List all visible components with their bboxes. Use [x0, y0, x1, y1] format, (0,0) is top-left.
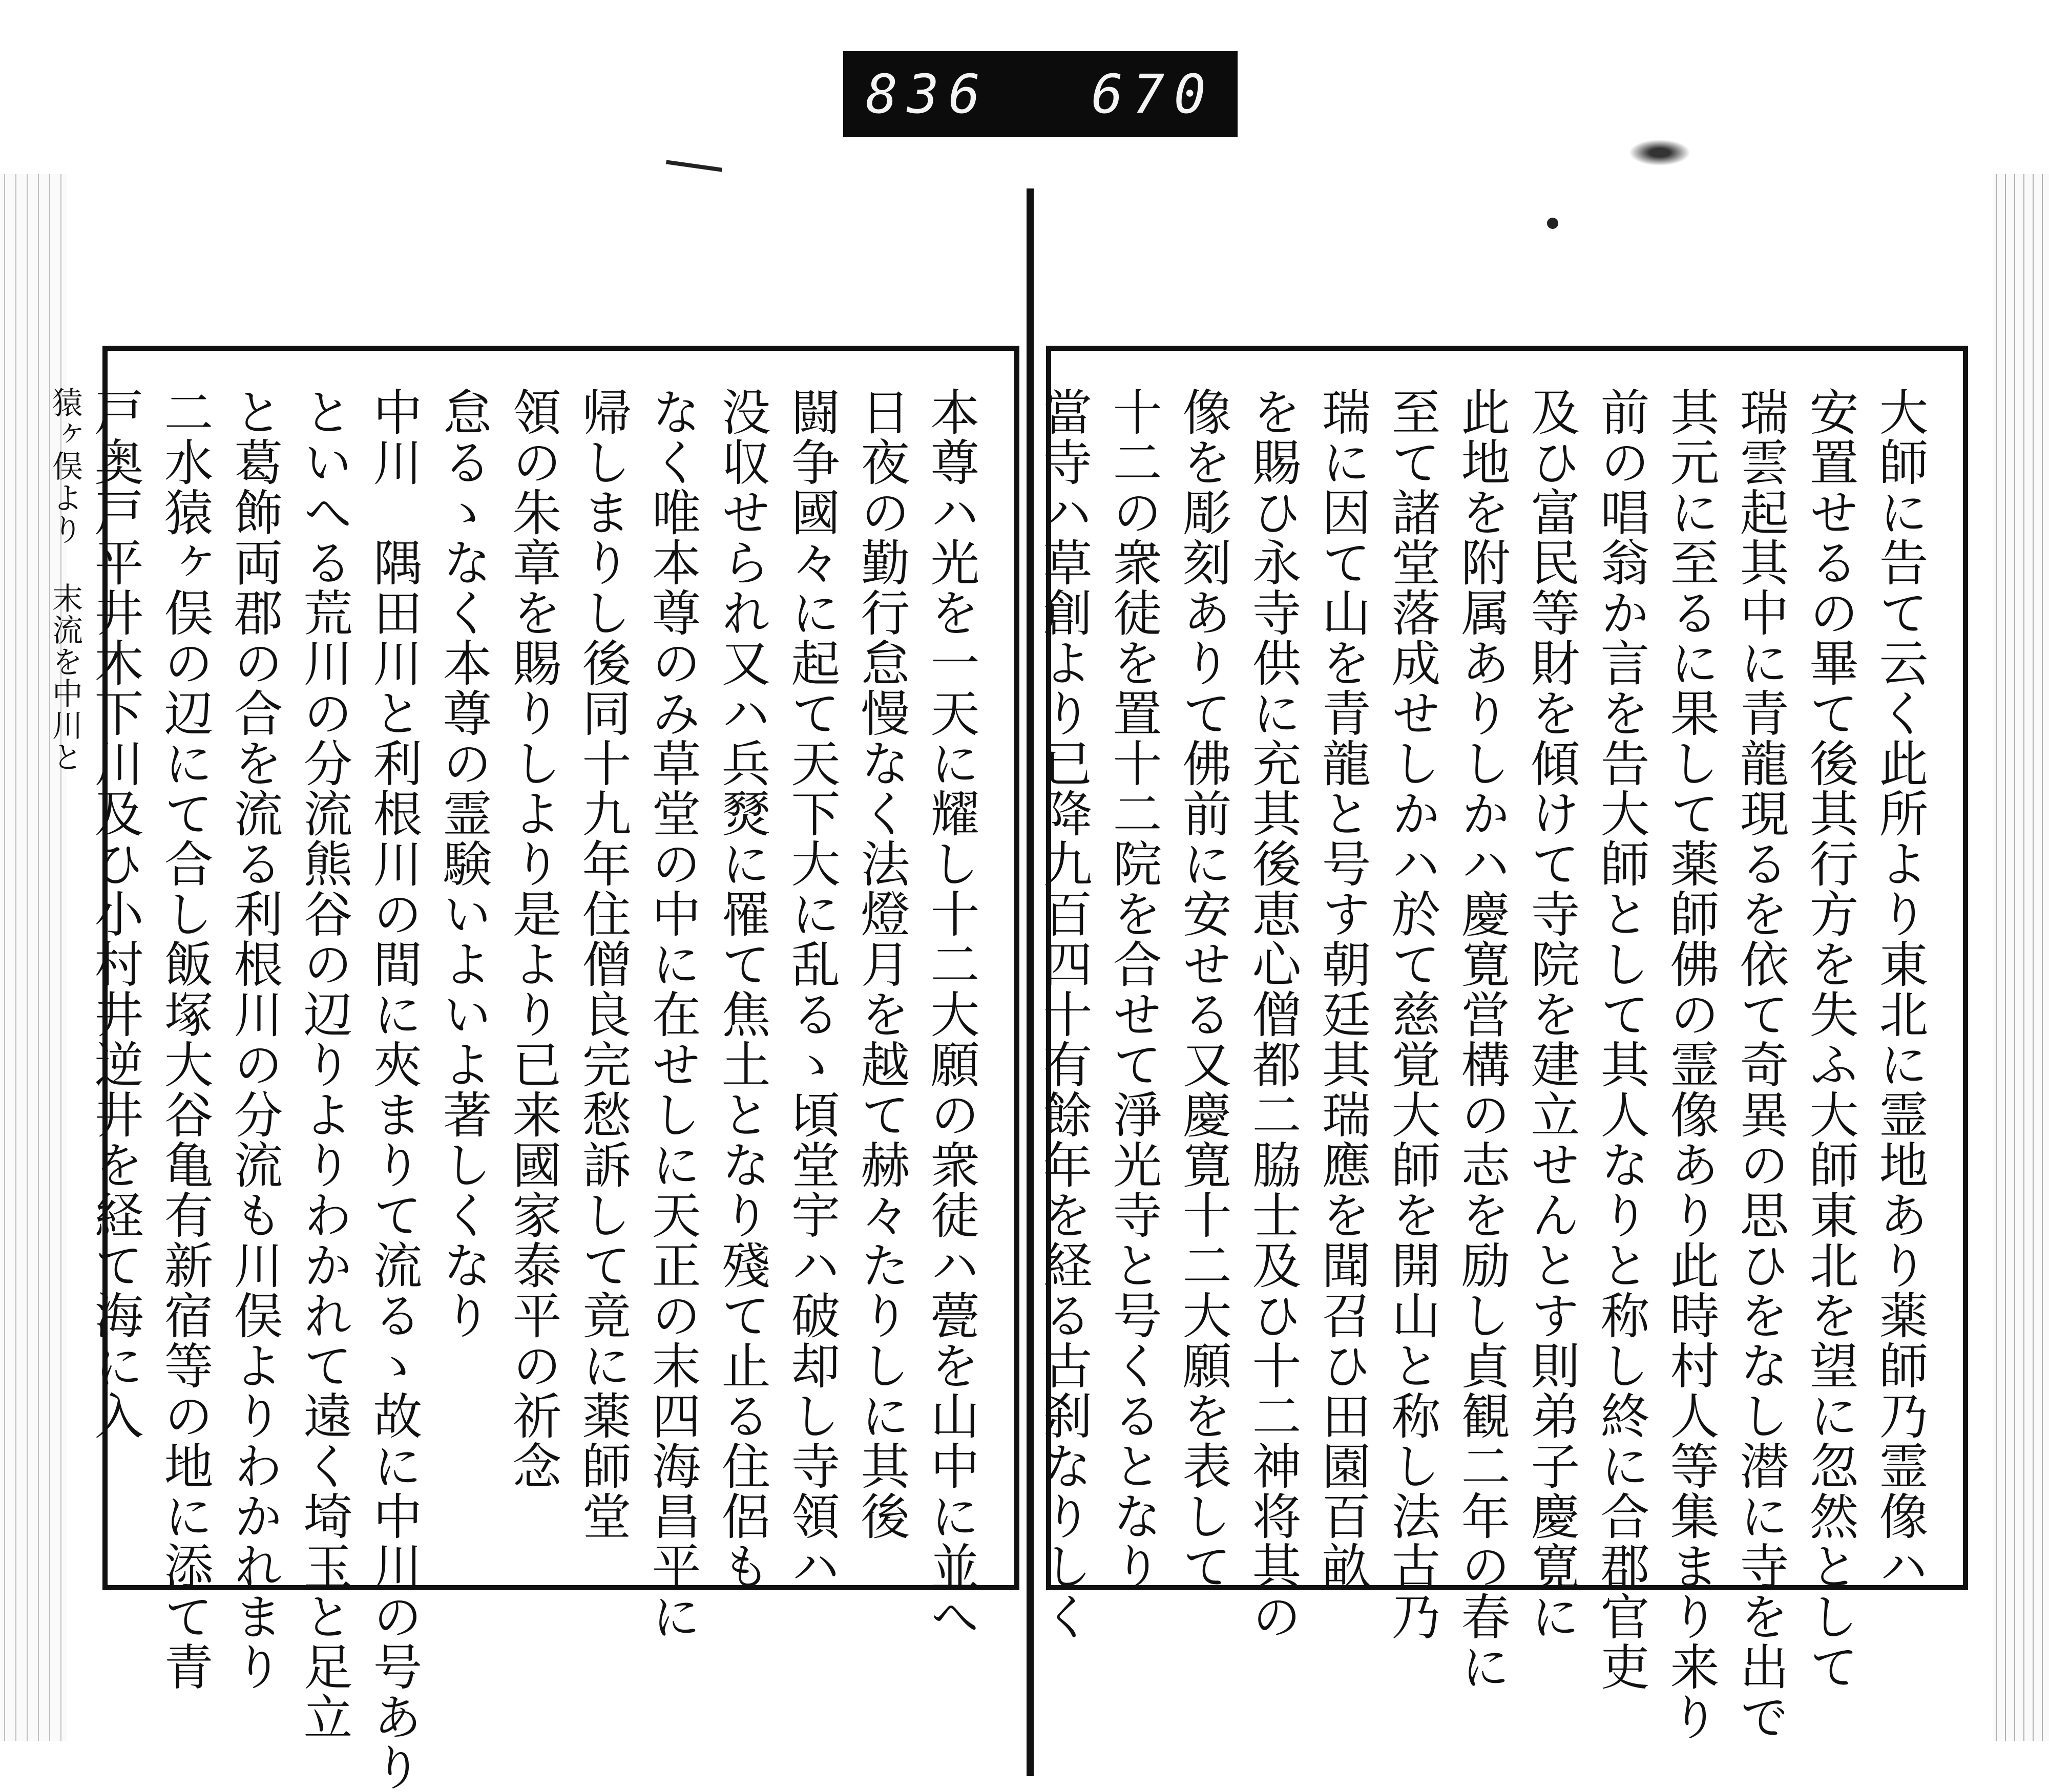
text-column: 及ひ富民等財を傾けて寺院を建立せんとす則弟子慶寛に: [1523, 387, 1580, 1641]
text-column: 日夜の勤行怠慢なく法燈月を越て赫々たりしに其後: [853, 387, 910, 1541]
left-page: [47, 346, 1019, 1792]
text-column: 當寺ハ草創より已降九百四十有餘年を経る古刹なりしく: [1035, 387, 1093, 1641]
ink-dot: [1547, 218, 1558, 229]
text-column: 其元に至るに果して薬師佛の霊像あり此時村人等集まり来り: [1662, 387, 1720, 1742]
ink-smudge: [1624, 137, 1696, 168]
text-column: 本尊ハ光を一天に耀し十二大願の衆徒ハ甍を山中に並へ: [923, 387, 980, 1641]
text-column: と葛飾両郡の合を流る利根川の分流も川俣よりわかれまり: [226, 387, 283, 1692]
text-column: 戸奥戸平井木下川及ひ小村井逆井を経て海に入: [87, 387, 144, 1441]
text-column: といへる荒川の分流熊谷の辺りよりわかれて遠く埼玉と足立: [296, 387, 353, 1742]
text-column: 二水猿ヶ俣の辺にて合し飯塚大谷亀有新宿等の地に添て青: [156, 387, 214, 1692]
text-column: 像を彫刻ありて佛前に安せる又慶寛十二大願を表して: [1175, 387, 1232, 1591]
text-column: 闘争國々に起て天下大に乱るゝ頃堂宇ハ破却し寺領ハ: [783, 387, 841, 1591]
text-column: 怠るゝなく本尊の霊験いよいよ著しくなり: [435, 387, 492, 1340]
text-column: を賜ひ永寺供に充其後恵心僧都二脇士及ひ十二神将其の: [1244, 387, 1302, 1641]
scan-number-right: 670: [1091, 63, 1215, 125]
ink-smudge: [666, 160, 722, 172]
text-column: 中川 隅田川と利根川の間に夾まりて流るゝ故に中川の号あり: [365, 387, 423, 1792]
text-column: 瑞に因て山を青龍と号す朝廷其瑞應を聞召ひ田園百畝: [1314, 387, 1371, 1591]
text-column: 十二の衆徒を置十二院を合せて淨光寺と号くるとなり: [1105, 387, 1162, 1591]
text-column: 瑞雲起其中に青龍現るを依て奇異の思ひをなし潜に寺を出で: [1732, 387, 1789, 1742]
text-column: 此地を附属ありしかハ慶寛営構の志を励し貞観二年の春に: [1453, 387, 1511, 1692]
text-column: 領の朱章を賜りしより是より已来國家泰平の祈念: [505, 387, 562, 1491]
text-column: 帰しまりし後同十九年住僧良完愁訴して竟に薬師堂: [574, 387, 632, 1541]
text-column: なく唯本尊のみ草堂の中に在せしに天正の末四海昌平に: [644, 387, 701, 1641]
scan-number-left: 836: [866, 63, 990, 125]
scan-number-label: [843, 51, 1238, 137]
inline-note: 猿ヶ俣より 末流を中川と: [47, 387, 83, 773]
book-edge-right: [1993, 174, 2049, 1741]
text-column: 安置せるの畢て後其行方を失ふ大師東北を望に忽然として: [1802, 387, 1859, 1692]
text-column: 至て諸堂落成せしかハ於て慈覚大師を開山と称し法古乃: [1384, 387, 1441, 1641]
left-page-text: [47, 387, 986, 1792]
right-page-text: [1035, 387, 1935, 1742]
text-column: 大師に告て云く此所より東北に霊地あり薬師乃霊像ハ: [1871, 387, 1929, 1591]
right-page: [1035, 346, 1968, 1742]
text-column: 前の唱翁か言を告大師として其人なりと称し終に合郡官吏: [1593, 387, 1650, 1692]
text-column: 没収せられ又ハ兵燹に罹て焦土となり殘て止る住侶も: [714, 387, 771, 1591]
